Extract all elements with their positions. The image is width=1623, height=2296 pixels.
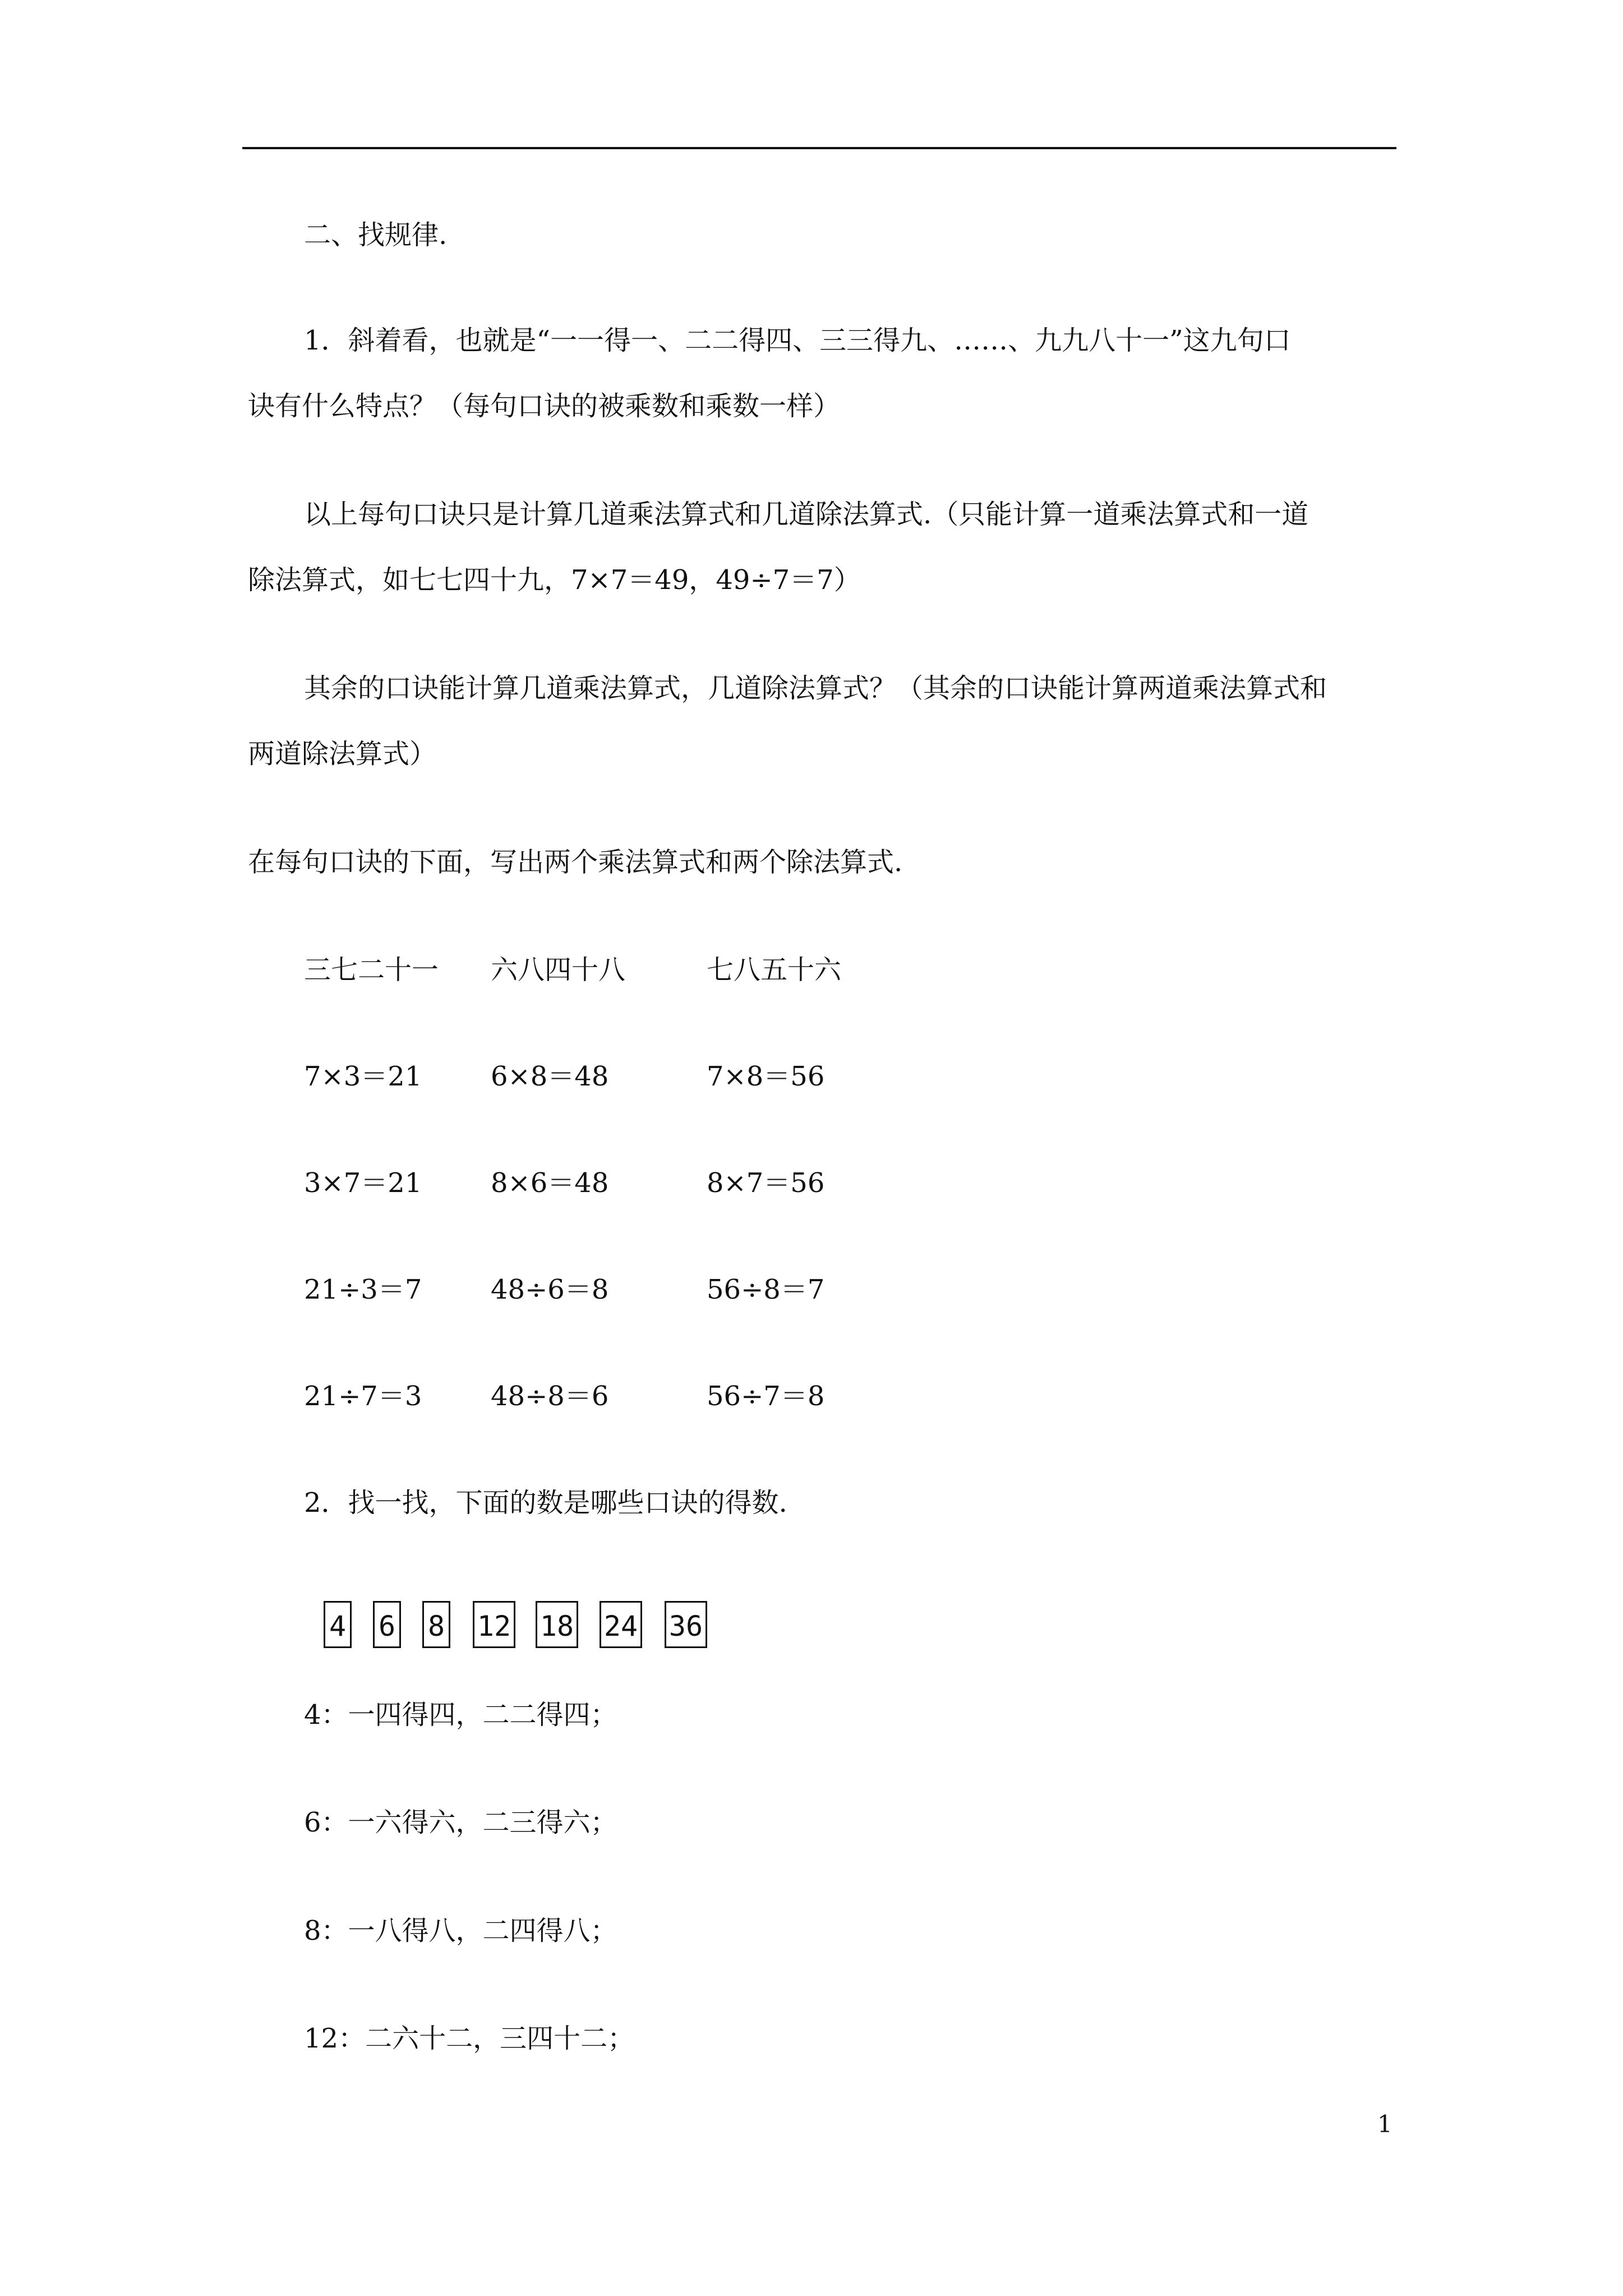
question-2: 2．找一找，下面的数是哪些口诀的得数. (304, 1487, 787, 1519)
table-cell: 3×7＝21 (304, 1167, 422, 1199)
boxed-number: 24 (600, 1601, 642, 1648)
table-header-cell: 六八四十八 (491, 954, 626, 986)
table-cell: 6×8＝48 (491, 1061, 609, 1092)
table-row (304, 1063, 1089, 1097)
boxed-number-row (324, 1601, 828, 1651)
table-cell: 56÷8＝7 (707, 1274, 825, 1305)
table-header-cell: 三七二十一 (304, 954, 439, 986)
table-header-cell: 七八五十六 (707, 954, 842, 986)
paragraph-2-line-2: 除法算式，如七七四十九，7×7＝49，49÷7＝7） (248, 564, 861, 596)
paragraph-3-line-2: 两道除法算式） (248, 738, 437, 770)
table-cell: 7×8＝56 (707, 1061, 825, 1092)
answer-line: 12：二六十二，三四十二； (304, 2023, 635, 2054)
boxed-number: 12 (473, 1601, 515, 1648)
boxed-number: 36 (665, 1601, 707, 1648)
answer-line: 4：一四得四，二二得四； (304, 1699, 617, 1731)
paragraph-2-line-1: 以上每句口诀只是计算几道乘法算式和几道除法算式.（只能计算一道乘法算式和一道 (304, 499, 1309, 530)
table-cell: 21÷3＝7 (304, 1274, 422, 1305)
section-title: 二、找规律. (304, 219, 448, 251)
table-cell: 8×7＝56 (707, 1167, 825, 1199)
table-header-row (304, 956, 1089, 990)
page-number: 1 (1377, 2110, 1393, 2138)
boxed-number: 18 (536, 1601, 578, 1648)
paragraph-3-line-1: 其余的口诀能计算几道乘法算式，几道除法算式？（其余的口诀能计算两道乘法算式和 (304, 673, 1327, 704)
table-cell: 48÷8＝6 (491, 1381, 609, 1412)
table-cell: 7×3＝21 (304, 1061, 422, 1092)
question-1-line-2: 诀有什么特点？（每句口诀的被乘数和乘数一样） (248, 390, 841, 422)
answer-line: 6：一六得六，二三得六； (304, 1807, 617, 1838)
boxed-number: 4 (324, 1601, 352, 1648)
table-row (304, 1383, 1089, 1416)
table-row (304, 1276, 1089, 1310)
question-1-line-1: 1．斜着看，也就是“一一得一、二二得四、三三得九、……、九九八十一”这九句口 (304, 325, 1291, 356)
table-cell: 56÷7＝8 (707, 1381, 825, 1412)
table-cell: 21÷7＝3 (304, 1381, 422, 1412)
boxed-number: 6 (373, 1601, 401, 1648)
instruction: 在每句口诀的下面，写出两个乘法算式和两个除法算式. (248, 846, 903, 878)
table-cell: 48÷6＝8 (491, 1274, 609, 1305)
table-row (304, 1167, 1089, 1203)
boxed-number: 8 (422, 1601, 450, 1648)
answer-line: 8：一八得八，二四得八； (304, 1915, 617, 1947)
table-cell: 8×6＝48 (491, 1167, 609, 1199)
header-rule (242, 147, 1396, 149)
